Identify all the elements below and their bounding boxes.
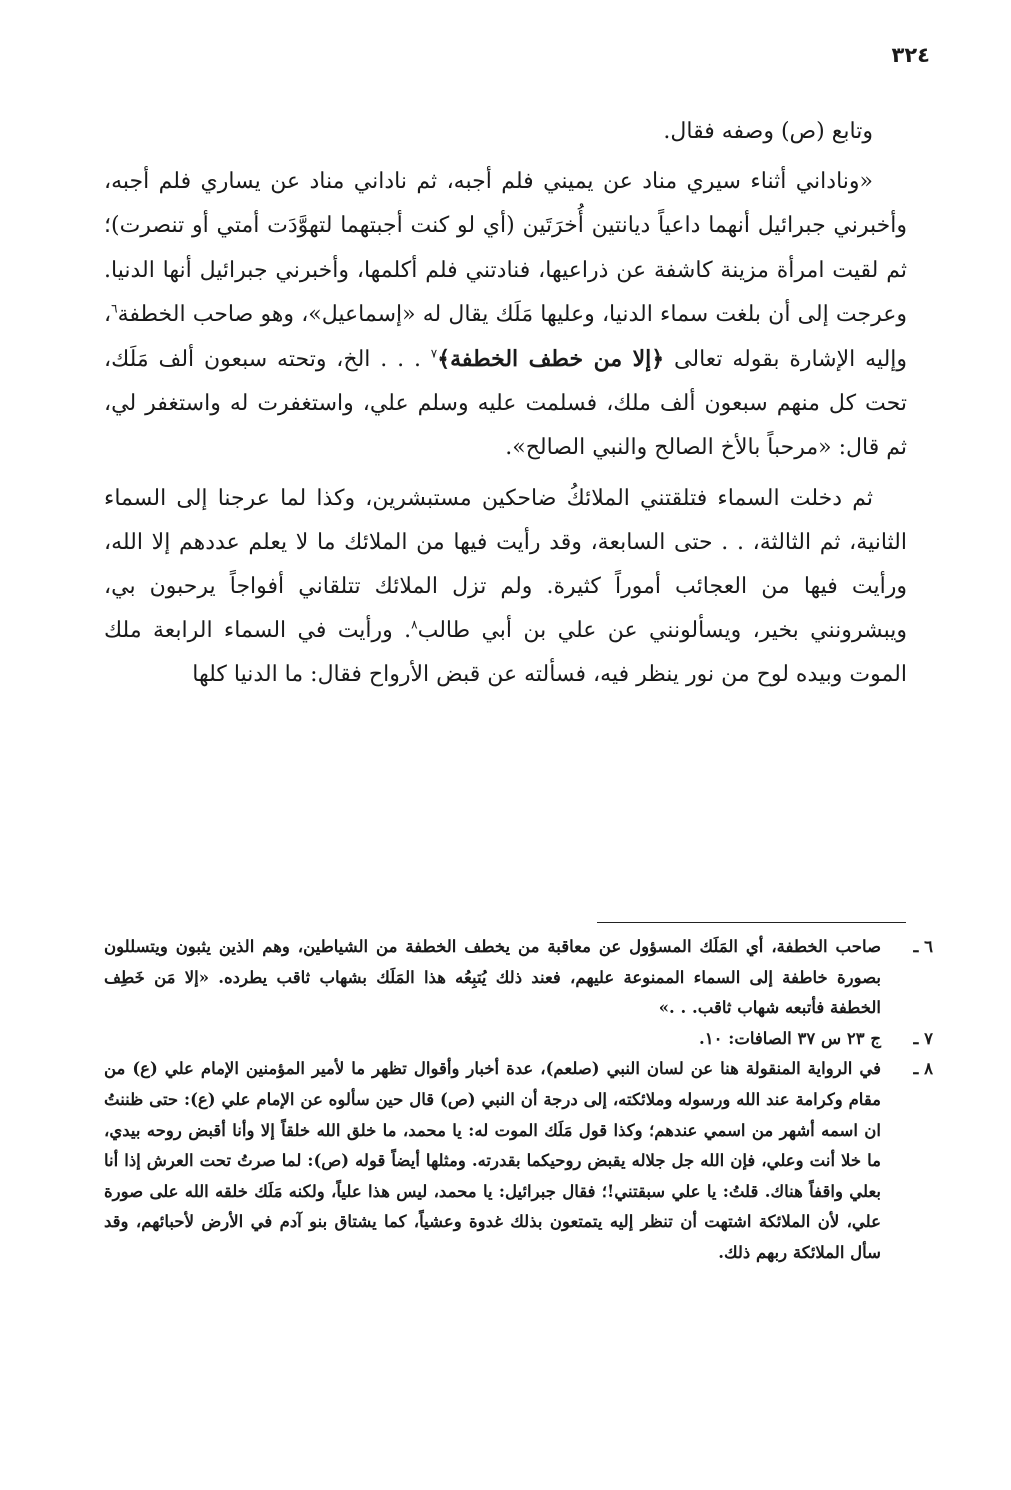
footnote-7	[104, 1024, 933, 1055]
footnote-ref-7: ٧	[430, 346, 438, 361]
footnote-8	[104, 1054, 933, 1268]
footnote-number: ٦ ـ	[913, 937, 933, 956]
paragraph-2-text-c: . . . الخ، وتحته سبعون ألف مَلَك، تحت كل منهم سبعون ألف ملك، فسلمت عليه وسلم علي، واستغفرت له واستغفر لي، ثم قال: «مرحباً بالأخ الصالح والنبي الصالح».	[104, 347, 907, 461]
paragraph-2	[104, 160, 907, 470]
footnote-number: ٧ ـ	[913, 1028, 933, 1048]
footnote-text: في الرواية المنقولة هنا عن لسان النبي (صلعم)، عدة أخبار وأقوال تظهر ما لأمير المؤمنين الإمام علي (ع) من مقام وكرامة عند الله ورسوله وملائكته، إلى درجة أن النبي (ص) قال حين سألوه عن الإمام علي (ع): حتى ظننتُ ان اسمه أشهر من اسمي عندهم؛ وكذا قول مَلَك الموت له: يا محمد، ما خلق الله خلقاً إلا وأنا أقبض روحه بيدي، ما خلا أنت وعلي، فإن الله جل جلاله يقبض روحيكما بقدرته. ومثلها أيضاً قوله (ص): لما صرتُ تحت العرش إذا أنا بعلي واقفاً هناك. قلتُ: يا علي سبقتني!؛ فقال جبرائيل: يا محمد، ليس هذا علياً، ولكنه مَلَك خلقه الله على صورة علي، لأن الملائكة اشتهت أن تنظر إليه يتمتعون بذلك غدوة وعشياً، كما يشتاق بنو آدم في الأرض لأحبائهم، وقد سأل الملائكة ربهم ذلك.	[104, 1059, 881, 1262]
footnote-text: ج ٢٣ س ٣٧ الصافات: ١٠.	[699, 1028, 881, 1048]
paragraph-1: وتابع (ص) وصفه فقال.	[663, 119, 873, 144]
paragraph-3-text-b: . ورأيت في السماء الرابعة ملك الموت وبيده لوح من نور ينظر فيه، فسألته عن قبض الأرواح فقال: ما الدنيا كلها	[104, 618, 907, 688]
footnote-text: صاحب الخطفة، أي المَلَك المسؤول عن معاقبة من يخطف الخطفة من الشياطين، وهم الذين يثبون ويتسللون بصورة خاطفة إلى السماء الممنوعة عليهم، فعند ذلك يُتبِعُه هذا المَلَك بشهاب ثاقب يطرده. «إلا مَن خَطِف الخطفة فأتبعه شهاب ثاقب. . .»	[104, 937, 881, 1018]
paragraph-3-text-a: ثم دخلت السماء فتلقتني الملائكُ ضاحكين مستبشرين، وكذا لما عرجنا إلى السماء الثانية، ثم الثالثة، . . حتى السابعة، وقد رأيت فيها من الملائك ما لا يعلم عددهم إلا الله، ورأيت فيها من العجائب أموراً كثيرة. ولم تزل الملائك تتلقاني أفواجاً يرحبون بي، ويبشرونني بخير، ويسألونني عن علي بن أبي طالب	[104, 485, 907, 644]
paragraph-2-text-a: «وناداني أثناء سيري مناد عن يميني فلم أجبه، ثم ناداني مناد عن يساري فلم أجبه، وأخبرني جبرائيل أنهما داعياً ديانتين أُخرَتَين (أي لو كنت أجبتهما لتهوَّدَت أمتي أو تنصرت)؛ ثم لقيت امرأة مزينة كاشفة عن ذراعيها، فنادتني فلم أكلمها، وأخبرني جبرائيل أنها الدنيا. وعرجت إلى أن بلغت سماء الدنيا، وعليها مَلَك يقال له «إسماعيل»، وهو صاحب الخطفة	[104, 169, 907, 327]
quran-quote: ﴿إلا من خطف الخطفة﴾	[437, 346, 665, 373]
footnote-ref-6: ٦	[111, 301, 118, 316]
footnote-divider	[597, 922, 906, 923]
page-number: ٣٢٤	[891, 43, 930, 67]
footnote-ref-8: ٨	[411, 617, 418, 632]
main-text	[104, 110, 907, 698]
footnote-number: ٨ ـ	[913, 1059, 933, 1079]
paragraph-3	[104, 477, 907, 698]
footnotes	[104, 932, 933, 1269]
footnote-6	[104, 932, 933, 1024]
paragraph-2-text-b: ، وإليه الإشارة بقوله تعالى	[104, 301, 908, 373]
